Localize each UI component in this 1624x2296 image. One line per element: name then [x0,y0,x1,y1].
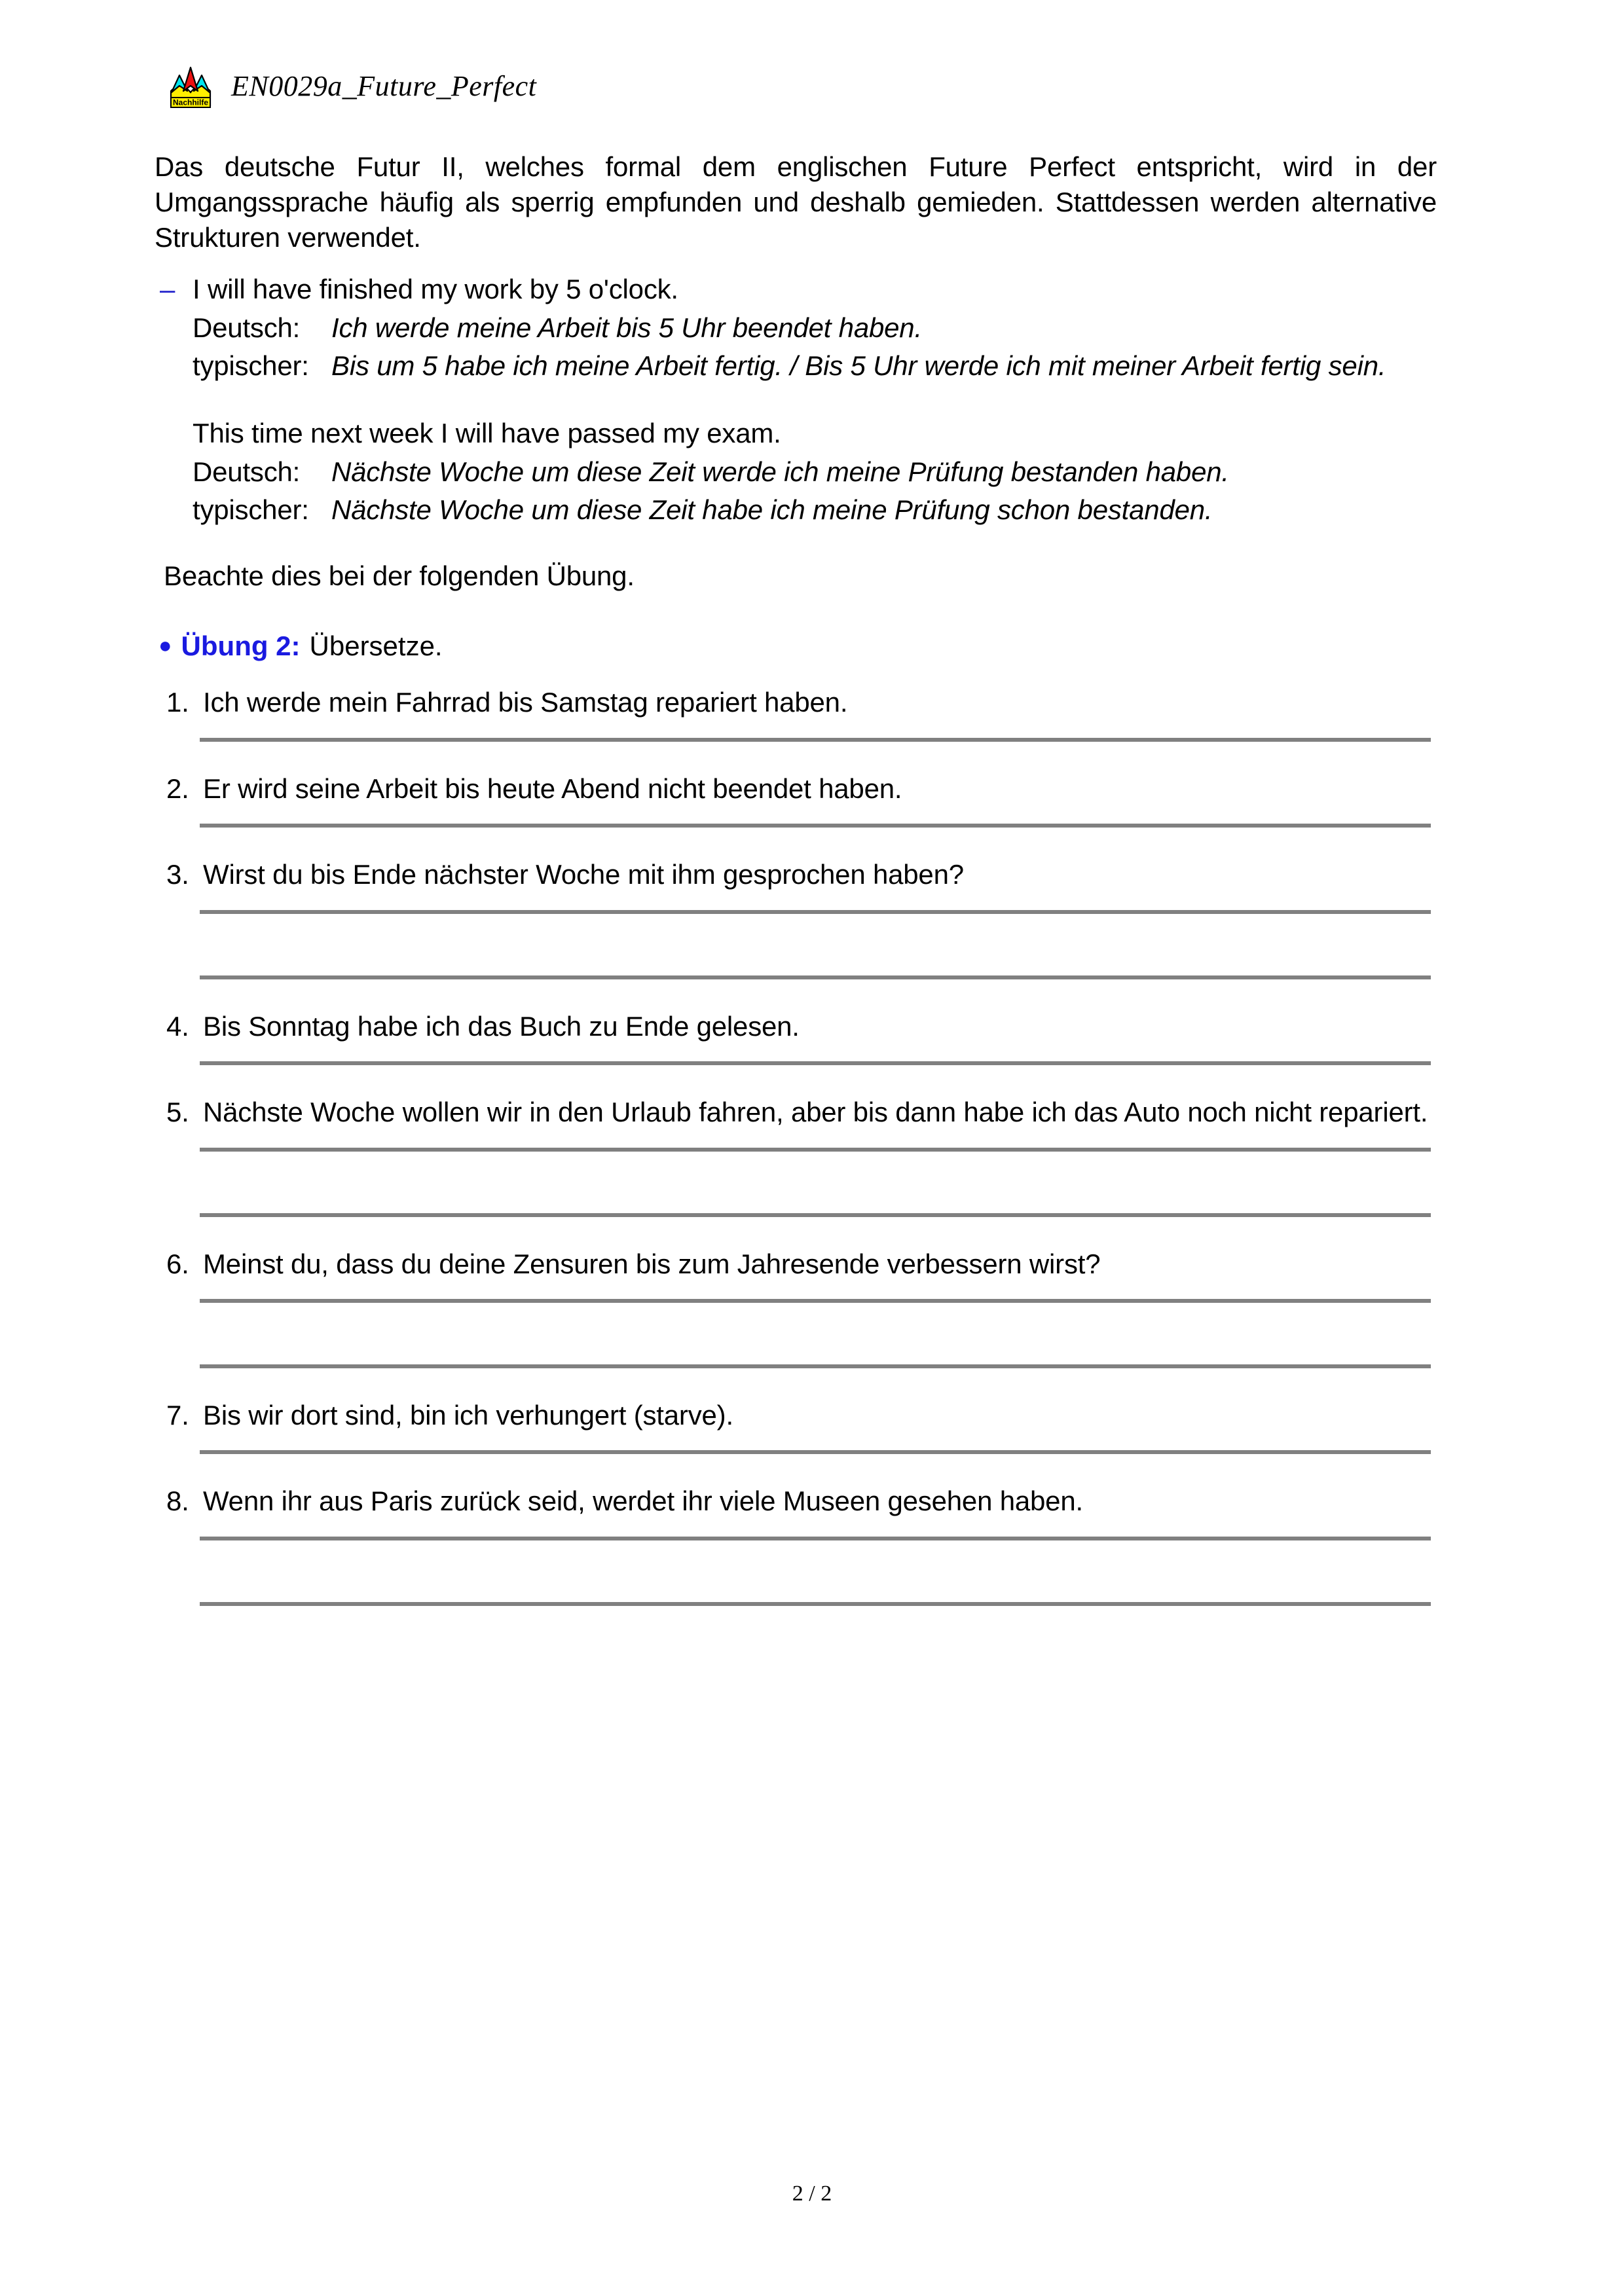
exercise-text: Nächste Woche wollen wir in den Urlaub fahren, aber bis dann habe ich das Auto noch nicht repariert. [203,1097,1428,1128]
exercise-text: Er wird seine Arbeit bis heute Abend nicht beendet haben. [203,773,902,804]
exercise-heading-label: Übung 2: [181,630,301,662]
translation-value: Nächste Woche um diese Zeit werde ich meine Prüfung bestanden haben. [331,456,1229,487]
exercise-number: 7. [166,1400,189,1431]
exercise-text: Bis wir dort sind, bin ich verhungert (starve). [203,1400,733,1431]
answer-area[interactable] [155,1537,1437,1606]
exercise-item [155,856,1437,1008]
example-typical-row [155,348,1437,384]
document-content [155,149,1437,1635]
document-title: EN0029a_Future_Perfect [231,69,537,102]
exercise-question [155,856,1437,892]
page-indicator: 2 / 2 [792,2181,832,2206]
intro-paragraph: Das deutsche Futur II, welches formal dem englischen Future Perfect entspricht, wird in der Umgangssprache häufig als sperrig empfunden und deshalb gemieden. Stattdessen werden alternative Strukturen verwendet. [155,151,1437,253]
exercise-item [155,1397,1437,1483]
exercise-text: Wirst du bis Ende nächster Woche mit ihm gesprochen haben? [203,859,964,890]
exercise-number: 1. [166,687,189,718]
exercise-item [155,771,1437,856]
example-typical-row [155,492,1437,528]
answer-area[interactable] [155,1148,1437,1217]
exercise-question [155,1008,1437,1044]
exercise-item [155,684,1437,770]
example-english-sentence: This time next week I will have passed my exam. [193,418,781,449]
exercise-number: 6. [166,1248,189,1279]
document-header [167,62,536,109]
exercise-number: 4. [166,1010,189,1042]
page-footer [0,2181,1624,2206]
typical-label: typischer: [193,494,309,526]
typical-label: typischer: [193,350,309,382]
exercise-number: 3. [166,859,189,890]
exercise-text: Bis Sonntag habe ich das Buch zu Ende gelesen. [203,1010,800,1042]
typical-value: Nächste Woche um diese Zeit habe ich meine Prüfung schon bestanden. [331,494,1213,526]
exercise-text: Ich werde mein Fahrrad bis Samstag repariert haben. [203,687,848,718]
exercise-number: 8. [166,1485,189,1517]
exercise-heading-instruction: Übersetze. [309,630,443,662]
exercise-heading [158,630,1437,662]
answer-line[interactable] [200,910,1431,914]
nachhilfe-logo-icon [167,62,214,109]
note-paragraph: Beachte dies bei der folgenden Übung. [164,560,635,591]
exercise-number: 2. [166,773,189,804]
exercise-question [155,1246,1437,1282]
exercise-question [155,1483,1437,1519]
translation-value: Ich werde meine Arbeit bis 5 Uhr beendet haben. [331,312,922,343]
exercise-question [155,1397,1437,1433]
example-english-sentence: I will have finished my work by 5 o'clock. [193,274,678,305]
exercise-item [155,1483,1437,1634]
exercise-number: 5. [166,1097,189,1128]
example-translation-row [155,454,1437,490]
exercise-item [155,1094,1437,1245]
bullet-dot-icon: ● [158,633,172,659]
answer-line[interactable] [200,1299,1431,1303]
answer-area[interactable] [155,910,1437,979]
exercise-text: Wenn ihr aus Paris zurück seid, werdet ihr viele Museen gesehen haben. [203,1485,1083,1517]
exercise-question [155,771,1437,807]
answer-line[interactable] [200,1148,1431,1152]
exercise-question [155,1094,1437,1130]
answer-line[interactable] [200,1537,1431,1540]
answer-area[interactable] [155,1299,1437,1368]
example-english-row [155,272,1437,308]
exercise-list [155,684,1437,1635]
svg-text:Nachhilfe: Nachhilfe [172,98,209,107]
exercise-text: Meinst du, dass du deine Zensuren bis zum Jahresende verbessern wirst? [203,1248,1101,1279]
translation-label: Deutsch: [193,312,301,343]
example-translation-row [155,310,1437,346]
typical-value: Bis um 5 habe ich meine Arbeit fertig. / Bis 5 Uhr werde ich mit meiner Arbeit fertig sein. [331,350,1386,382]
exercise-question [155,684,1437,720]
example-english-row [155,416,1437,452]
spacer [155,387,1437,416]
examples-block [155,272,1437,528]
dash-bullet-icon: – [160,274,175,305]
exercise-item [155,1008,1437,1094]
exercise-item [155,1246,1437,1397]
translation-label: Deutsch: [193,456,301,487]
